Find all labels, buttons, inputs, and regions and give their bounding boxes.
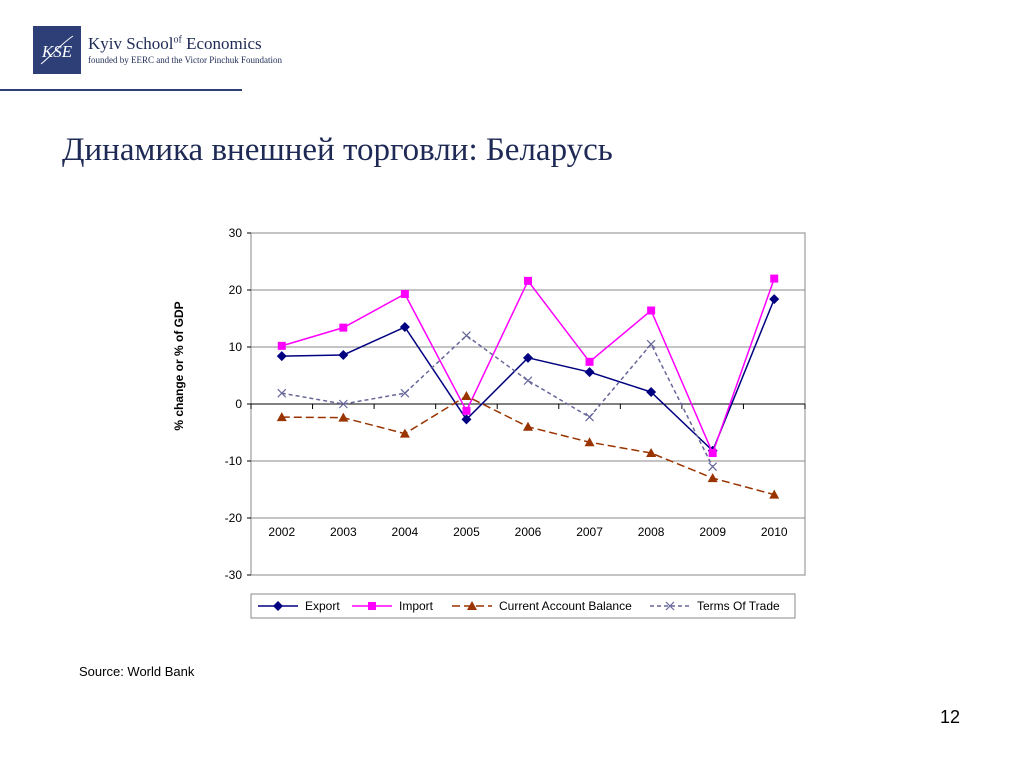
- y-tick-label: 20: [228, 283, 242, 297]
- y-tick-label: 0: [235, 397, 242, 411]
- logo-text: KSE: [41, 42, 73, 61]
- x-tick-label-2004: 2004: [391, 525, 419, 539]
- x-tick-label-2002: 2002: [268, 525, 296, 539]
- y-tick-label: -10: [224, 454, 242, 468]
- brand-title: Kyiv School$^{of}$ Economics: [88, 34, 262, 53]
- point-import-2008: [647, 307, 655, 315]
- x-tick-label-2008: 2008: [637, 525, 665, 539]
- y-tick-label: 30: [228, 226, 242, 240]
- x-tick-label-2010: 2010: [760, 525, 788, 539]
- x-tick-label-2006: 2006: [514, 525, 542, 539]
- brand-subtitle: founded by EERC and the Victor Pinchuk Foundation: [88, 55, 283, 65]
- legend-label-terms-of-trade: Terms Of Trade: [697, 599, 780, 613]
- legend-marker-import: [368, 602, 376, 610]
- point-import-2005: [462, 407, 470, 415]
- point-import-2010: [770, 275, 778, 283]
- point-import-2007: [586, 358, 594, 366]
- page-number: 12: [940, 707, 961, 727]
- y-axis-title: % change or % of GDP: [172, 301, 186, 431]
- source-note: Source: World Bank: [79, 664, 195, 679]
- legend-label-import: Import: [399, 599, 434, 613]
- point-import-2004: [401, 290, 409, 298]
- y-tick-label: -20: [224, 511, 242, 525]
- x-tick-label-2007: 2007: [576, 525, 603, 539]
- x-tick-label-2003: 2003: [329, 525, 357, 539]
- point-import-2006: [524, 277, 532, 285]
- x-tick-label-2009: 2009: [699, 525, 727, 539]
- point-import-2002: [278, 342, 286, 350]
- slide-title: Динамика внешней торговли: Беларусь: [62, 132, 613, 168]
- legend-label-current-account-balance: Current Account Balance: [499, 599, 632, 613]
- point-import-2003: [339, 324, 347, 332]
- x-tick-label-2005: 2005: [453, 525, 480, 539]
- point-import-2009: [709, 449, 717, 457]
- y-tick-label: 10: [228, 340, 242, 354]
- y-tick-label: -30: [224, 568, 242, 582]
- legend-label-export: Export: [305, 599, 340, 613]
